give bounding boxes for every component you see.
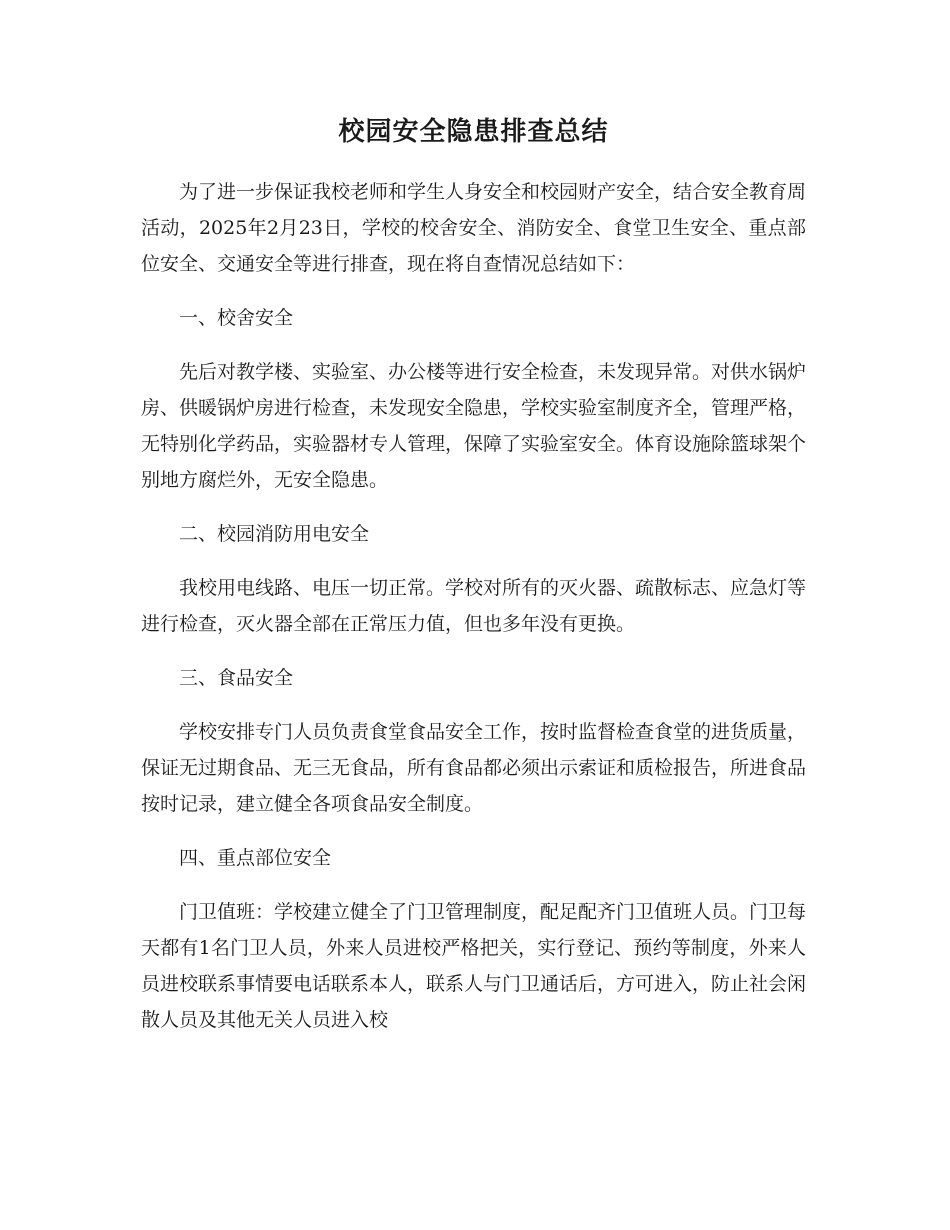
document-title: 校园安全隐患排查总结 — [338, 117, 609, 147]
section-heading-4: 四、重点部位安全 — [179, 847, 332, 869]
section-body-2: 我校用电线路、电压一切正常。学校对所有的灭火器、疏散标志、应急灯等进行检查，灭火器全部在正常压力值，但也多年没有更换。 — [141, 577, 807, 635]
section-body-3: 学校安排专门人员负责食堂食品安全工作，按时监督检查食堂的进货质量，保证无过期食品、无三无食品，所有食品都必须出示索证和质检报告，所进食品按时记录，建立健全各项食品安全制度。 — [141, 721, 807, 815]
intro-paragraph: 为了进一步保证我校老师和学生人身安全和校园财产安全，结合安全教育周活动，2025年2月23日，学校的校舍安全、消防安全、食堂卫生安全、重点部位安全、交通安全等进行排查，现在将自查情况总结如下： — [141, 181, 807, 275]
section-heading-3: 三、食品安全 — [179, 667, 294, 689]
section-heading-1: 一、校舍安全 — [179, 307, 294, 329]
section-heading-2: 二、校园消防用电安全 — [179, 523, 370, 545]
section-body-1: 先后对教学楼、实验室、办公楼等进行安全检查，未发现异常。对供水锅炉房、供暖锅炉房进行检查，未发现安全隐患，学校实验室制度齐全，管理严格，无特别化学药品，实验器材专人管理，保障了实验室安全。体育设施除篮球架个别地方腐烂外，无安全隐患。 — [141, 361, 807, 491]
document-page — [141, 110, 806, 1056]
section-body-4: 门卫值班：学校建立健全了门卫管理制度，配足配齐门卫值班人员。门卫每天都有1名门卫人员，外来人员进校严格把关，实行登记、预约等制度，外来人员进校联系事情要电话联系本人，联系人与门卫通话后，方可进入，防止社会闲散人员及其他无关人员进入校 — [141, 901, 807, 1031]
